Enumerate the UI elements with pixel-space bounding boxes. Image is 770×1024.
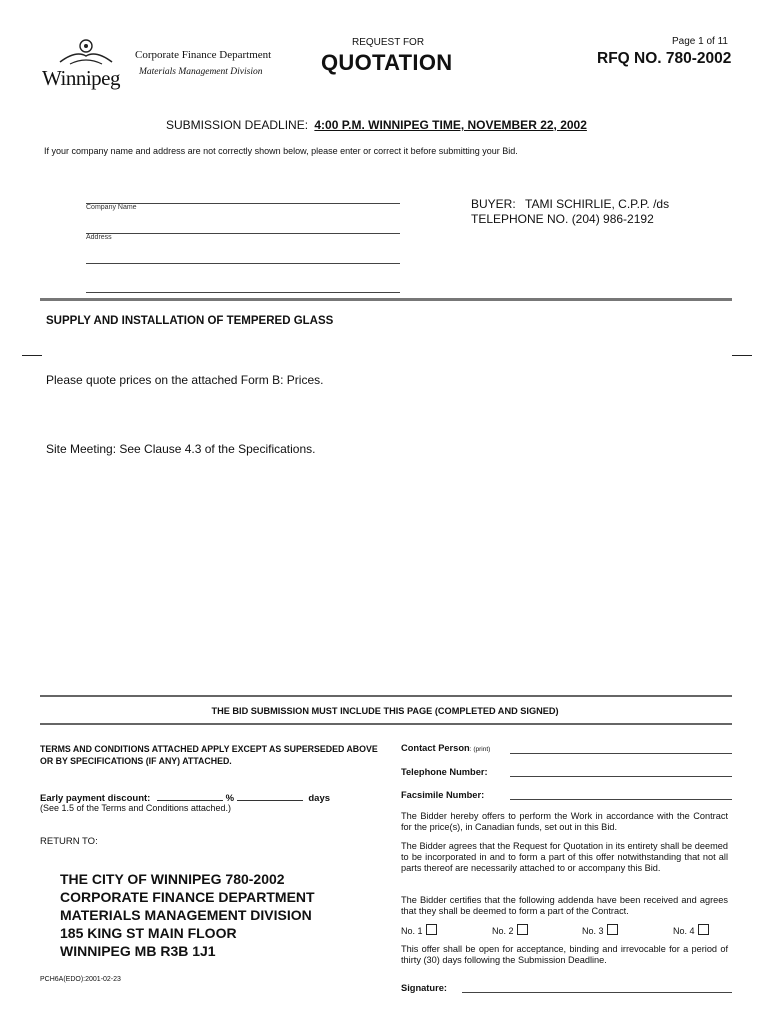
company-name-label: Company Name <box>86 204 137 211</box>
city-logo <box>40 36 130 96</box>
fold-mark-right <box>732 355 752 356</box>
site-meeting-text: Site Meeting: See Clause 4.3 of the Specifications. <box>46 442 316 456</box>
open-period-text: This offer shall be open for acceptance, binding and irrevocable for a period of thirty (30) days following the Submission Deadline. <box>401 944 728 965</box>
bid-section-top-rule <box>40 695 732 697</box>
discount-note: (See 1.5 of the Terms and Conditions attached.) <box>40 803 231 813</box>
page-number: Page 1 of 11 <box>672 36 728 47</box>
discount-days-field[interactable] <box>237 791 303 801</box>
telephone-number-field[interactable] <box>510 776 732 777</box>
bid-notice: THE BID SUBMISSION MUST INCLUDE THIS PAGE (COMPLETED AND SIGNED) <box>211 706 559 716</box>
bid-section-bottom-rule <box>40 723 732 725</box>
return-address-line: THE CITY OF WINNIPEG 780-2002 <box>60 871 285 887</box>
return-address-line: CORPORATE FINANCE DEPARTMENT <box>60 889 315 905</box>
discount-percent-sign: % <box>225 793 235 804</box>
rfq-subject: SUPPLY AND INSTALLATION OF TEMPERED GLASS <box>46 315 334 327</box>
signature-label: Signature: <box>401 983 447 993</box>
agrees-text: The Bidder agrees that the Request for Quotation in its entirety shall be deemed to be incorporated in and to form a part of this offer notwithstanding that not all parts thereof are necessarily attached to or accompany this Bid. <box>401 841 728 873</box>
form-code: PCH6A(EDO):2001-02-23 <box>40 976 121 983</box>
address-field-2[interactable] <box>86 263 400 264</box>
rfq-number: RFQ NO. 780-2002 <box>597 50 732 67</box>
addendum-4[interactable] <box>673 924 709 936</box>
addendum-3-label: No. 3 <box>582 926 604 936</box>
return-address-line: WINNIPEG MB R3B 1J1 <box>60 943 216 959</box>
division-name: Materials Management Division <box>139 67 263 77</box>
return-address <box>60 870 315 960</box>
fold-mark-left <box>22 355 42 356</box>
addendum-1-label: No. 1 <box>401 926 423 936</box>
certifies-text: The Bidder certifies that the following addenda have been received and agrees that they shall be deemed to form a part of the Contract. <box>401 895 728 916</box>
address-label: Address <box>86 234 112 241</box>
signature-field[interactable] <box>462 992 732 993</box>
document-title: QUOTATION <box>321 50 453 75</box>
address-field-1[interactable] <box>86 233 400 234</box>
discount-label: Early payment discount: <box>40 793 151 804</box>
telephone-number-label: Telephone Number: <box>401 767 488 777</box>
addendum-4-label: No. 4 <box>673 926 695 936</box>
contact-person-field[interactable] <box>510 753 732 754</box>
contact-person-label: Contact Person <box>401 743 470 753</box>
addendum-2[interactable] <box>492 924 528 936</box>
terms-text: TERMS AND CONDITIONS ATTACHED APPLY EXCEPT AS SUPERSEDED ABOVE OR BY SPECIFICATIONS (IF ANY) ATTACHED. <box>40 744 378 766</box>
department-name: Corporate Finance Department <box>135 49 272 61</box>
addendum-2-label: No. 2 <box>492 926 514 936</box>
logo-wordmark: Winnipeg <box>42 66 120 90</box>
contact-person-row <box>401 743 490 753</box>
section-divider <box>40 298 732 301</box>
submission-deadline <box>166 118 587 132</box>
offer-text: The Bidder hereby offers to perform the Work in accordance with the Contract for the price(s), in Canadian funds, set out in this Bid. <box>401 811 728 832</box>
addendum-3-checkbox[interactable] <box>607 924 618 935</box>
deadline-label: SUBMISSION DEADLINE: <box>166 118 309 132</box>
contact-print-note: : (print) <box>469 746 491 753</box>
quote-prices-text: Please quote prices on the attached Form B: Prices. <box>46 373 324 387</box>
addendum-3[interactable] <box>582 924 618 936</box>
address-field-3[interactable] <box>86 292 400 293</box>
addendum-4-checkbox[interactable] <box>698 924 709 935</box>
deadline-value: 4:00 P.M. WINNIPEG TIME, NOVEMBER 22, 2002 <box>314 118 587 132</box>
discount-days-label: days <box>308 793 331 804</box>
request-for-label: REQUEST FOR <box>352 37 425 48</box>
instruction-text: If your company name and address are not correctly shown below, please enter or correct it before submitting your Bid. <box>44 146 518 156</box>
facsimile-number-field[interactable] <box>510 799 732 800</box>
buyer-info <box>471 197 669 211</box>
return-to-label: RETURN TO: <box>40 836 98 847</box>
addendum-2-checkbox[interactable] <box>517 924 528 935</box>
facsimile-number-label: Facsimile Number: <box>401 790 485 800</box>
buyer-telephone: TELEPHONE NO. (204) 986-2192 <box>471 212 654 226</box>
return-address-line: 185 KING ST MAIN FLOOR <box>60 925 237 941</box>
buyer-label: BUYER: <box>471 197 516 211</box>
addendum-1[interactable] <box>401 924 437 936</box>
discount-percent-field[interactable] <box>157 791 223 801</box>
return-address-line: MATERIALS MANAGEMENT DIVISION <box>60 907 312 923</box>
buyer-name: TAMI SCHIRLIE, C.P.P. /ds <box>525 197 670 211</box>
addendum-1-checkbox[interactable] <box>426 924 437 935</box>
